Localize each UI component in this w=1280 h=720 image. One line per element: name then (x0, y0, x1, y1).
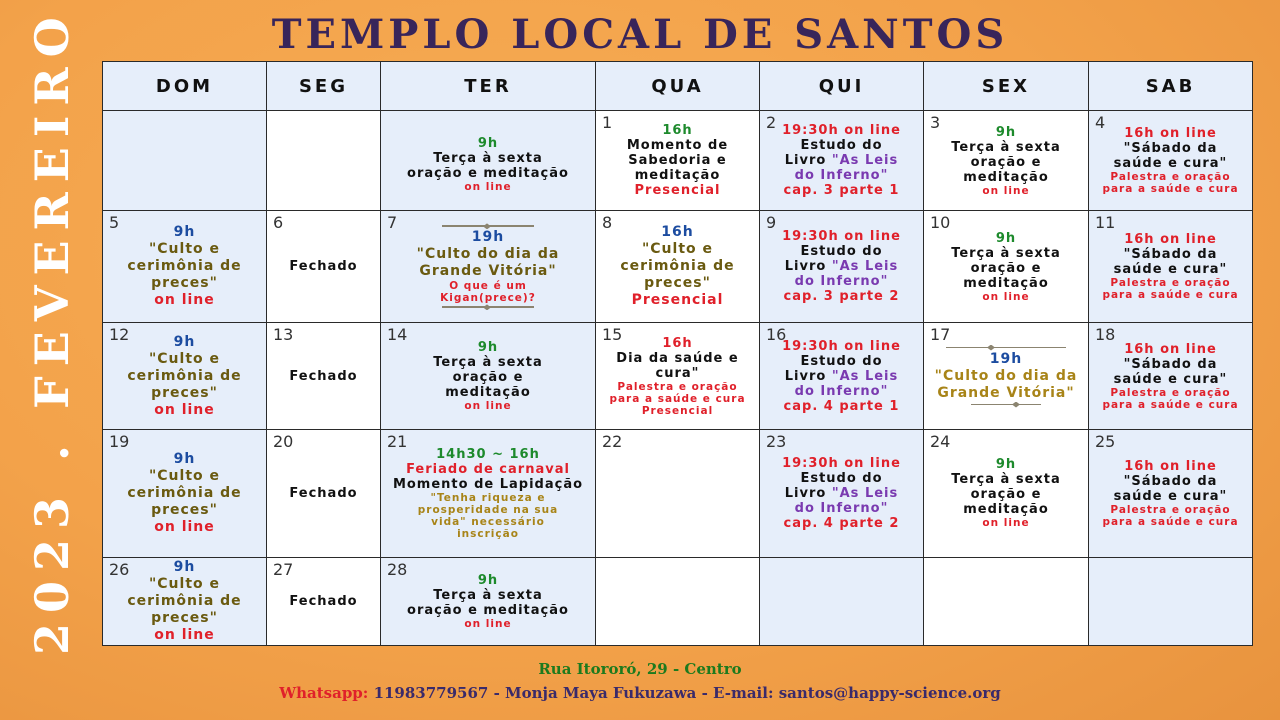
book-title: "As Leis (831, 485, 899, 501)
day-cell-23[interactable] (760, 429, 924, 557)
event-title: meditação (963, 502, 1049, 518)
day-number: 2 (766, 113, 777, 133)
day-number: 11 (1095, 213, 1116, 233)
event-time: 19:30h on line (782, 123, 901, 139)
event-title: saúde e cura" (1113, 488, 1228, 504)
day-cell-19[interactable] (103, 429, 267, 557)
book-title: "As Leis (831, 368, 899, 384)
event-time: 9h (477, 340, 499, 355)
event-subtitle: para a saúde e cura (1102, 398, 1239, 411)
event-time: 9h (173, 558, 196, 575)
event-mode: on line (982, 517, 1030, 530)
event-title: Terça à sexta (433, 587, 543, 603)
empty-day-cell (760, 557, 924, 645)
event (1089, 126, 1252, 195)
event (924, 345, 1088, 408)
event-time: 16h (662, 123, 693, 139)
event-time: 9h (995, 124, 1017, 140)
event-subtitle: Palestra e oração (1110, 171, 1231, 184)
day-cell-ter-week1[interactable] (381, 111, 596, 211)
event (924, 457, 1088, 529)
weekday-header-row (103, 62, 1253, 111)
event-title: oração e (970, 487, 1042, 503)
chapter: cap. 4 parte 2 (783, 515, 900, 531)
day-cell-9[interactable] (760, 211, 924, 323)
event (381, 223, 595, 310)
day-number: 9 (766, 213, 777, 233)
empty-day-cell (267, 111, 381, 211)
event-subtitle: Palestra e oração (1110, 277, 1231, 290)
event-title (764, 259, 919, 274)
day-cell-24[interactable] (924, 429, 1089, 557)
event-mode: on line (464, 181, 512, 194)
event-time: 19h (471, 229, 505, 246)
weekday-qui: QUI (760, 62, 924, 111)
day-cell-16[interactable] (760, 323, 924, 429)
event-time: 16h on line (1124, 126, 1217, 142)
empty-day-cell (1089, 557, 1253, 645)
event-subtitle: Palestra e oração (617, 380, 738, 393)
weekday-sex: SEX (924, 62, 1089, 111)
footer-address: Rua Itororó, 29 - Centro (538, 660, 742, 678)
day-cell-6[interactable] (267, 211, 381, 323)
day-number: 18 (1095, 325, 1116, 345)
event (1089, 459, 1252, 528)
event-subtitle: para a saúde e cura (609, 392, 746, 405)
day-cell-17[interactable] (924, 323, 1089, 429)
closed-label: Fechado (289, 485, 358, 501)
event (760, 229, 923, 304)
event-title: saúde e cura" (1113, 371, 1228, 387)
day-number: 21 (387, 431, 408, 451)
event-title: "Culto e (148, 575, 220, 592)
ornament-top (442, 223, 534, 229)
event-title: "Culto do dia da (416, 246, 560, 263)
event-subtitle: inscrição (457, 527, 519, 540)
empty-day-cell (596, 557, 760, 645)
event-time: 9h (477, 572, 499, 588)
event-title: meditação (963, 169, 1049, 185)
event-title: Estudo do (800, 353, 883, 369)
day-cell-18[interactable] (1089, 323, 1253, 429)
event-title: cura" (655, 365, 700, 381)
event-title (764, 369, 919, 384)
event-subtitle: Palestra e oração (1110, 386, 1231, 399)
day-number: 7 (387, 213, 398, 233)
event (596, 123, 759, 198)
day-number: 6 (273, 213, 284, 233)
day-cell-14[interactable] (381, 323, 596, 429)
page-title: TEMPLO LOCAL DE SANTOS (271, 11, 1009, 58)
day-number: 10 (930, 213, 951, 233)
week-row (103, 557, 1253, 645)
day-cell-10[interactable] (924, 211, 1089, 323)
event-time: 16h on line (1124, 341, 1217, 357)
event-time: 9h (173, 224, 196, 241)
month-year-title: 2023 . FEVEREIRO (25, 7, 79, 655)
empty-day-cell (924, 557, 1089, 645)
event-mode: Presencial (634, 183, 721, 199)
week-row (103, 211, 1253, 323)
day-number: 26 (109, 559, 130, 579)
event-title: Terça à sexta (433, 151, 543, 167)
day-number: 23 (766, 431, 787, 451)
event (381, 447, 595, 540)
event-time: 9h (173, 450, 196, 467)
event (596, 336, 759, 417)
event-title: Sabedoria e (628, 153, 727, 169)
event (760, 456, 923, 531)
event-title (764, 486, 919, 501)
day-number: 14 (387, 325, 408, 345)
day-cell-12[interactable] (103, 323, 267, 429)
event-time: 19:30h on line (782, 338, 901, 354)
book-title: do Inferno" (794, 383, 889, 399)
day-cell-7[interactable] (381, 211, 596, 323)
event (381, 573, 595, 630)
book-title: do Inferno" (794, 274, 889, 290)
day-number: 1 (602, 113, 613, 133)
event-mode: on line (982, 290, 1030, 303)
event-title: saúde e cura" (1113, 156, 1228, 172)
event-title: oração e (452, 370, 524, 385)
event-time: 19h (989, 350, 1023, 367)
week-row (103, 429, 1253, 557)
event (103, 224, 266, 309)
closed-label: Fechado (289, 593, 358, 609)
day-cell-8[interactable] (596, 211, 760, 323)
event-title: Terça à sexta (951, 245, 1061, 261)
event-subtitle: para a saúde e cura (1102, 289, 1239, 302)
day-cell-15[interactable] (596, 323, 760, 429)
weekday-ter: TER (381, 62, 596, 111)
ornament-top (946, 345, 1066, 351)
day-cell-5[interactable] (103, 211, 267, 323)
book-title: do Inferno" (794, 500, 889, 516)
event-title: Terça à sexta (951, 139, 1061, 155)
day-cell-11[interactable] (1089, 211, 1253, 323)
weekday-dom: DOM (103, 62, 267, 111)
event (103, 451, 266, 536)
event-mode: on line (464, 617, 512, 630)
weekday-seg: SEG (267, 62, 381, 111)
event-subtitle: Kigan(prece)? (440, 292, 536, 305)
event (1089, 342, 1252, 411)
event-time: 14h30 ~ 16h (436, 446, 540, 462)
week-row (103, 111, 1253, 211)
day-number: 13 (273, 325, 294, 345)
event-mode: Presencial (631, 292, 724, 309)
event (381, 128, 595, 193)
day-number: 24 (930, 431, 951, 451)
event-title: Dia da saúde e (616, 350, 739, 366)
event-title: cerimônia de (620, 258, 735, 275)
event-time: 9h (995, 230, 1017, 246)
event-title: Grande Vitória" (419, 263, 557, 280)
event-time: 9h (995, 457, 1017, 473)
chapter: cap. 3 parte 2 (783, 289, 900, 305)
day-cell-28[interactable] (381, 557, 596, 645)
event-title: "Sábado da (1123, 247, 1218, 263)
event-subtitle: vida" necessário (431, 515, 545, 528)
day-cell-2[interactable] (760, 111, 924, 211)
chapter: cap. 4 parte 1 (783, 398, 900, 414)
book-title: "As Leis (831, 259, 899, 275)
event-title: Terça à sexta (433, 355, 543, 370)
day-cell-1[interactable] (596, 111, 760, 211)
day-number: 8 (602, 213, 613, 233)
event-title: preces" (151, 275, 218, 292)
event-time: 16h on line (1124, 458, 1217, 474)
event (760, 123, 923, 198)
event-title: Terça à sexta (951, 472, 1061, 488)
contact-info[interactable]: 11983779567 - Monja Maya Fukuzawa - E-mail: santos@happy-science.org (373, 684, 1001, 702)
event-title: oração e meditação (407, 602, 569, 618)
event-title: cerimônia de (127, 592, 242, 609)
event-subtitle: para a saúde e cura (1102, 515, 1239, 528)
day-number: 27 (273, 559, 294, 579)
day-cell-25[interactable] (1089, 429, 1253, 557)
event-title: preces" (151, 609, 218, 626)
day-cell-26[interactable] (103, 557, 267, 645)
whatsapp-label: Whatsapp: (279, 684, 369, 702)
event-title-part: Livro (784, 259, 827, 275)
event-title: "Sábado da (1123, 356, 1218, 372)
event-title: Estudo do (800, 244, 883, 260)
day-number: 4 (1095, 113, 1106, 133)
event-title-part: Livro (784, 485, 827, 501)
event-title: cerimônia de (127, 367, 242, 384)
chapter: cap. 3 parte 1 (783, 183, 900, 199)
weekday-qua: QUA (596, 62, 760, 111)
event-time: 19:30h on line (782, 229, 901, 245)
day-number: 19 (109, 431, 130, 451)
day-cell-13[interactable] (267, 323, 381, 429)
day-cell-3[interactable] (924, 111, 1089, 211)
event-subtitle: "Tenha riqueza e (430, 491, 546, 504)
event-mode: on line (154, 518, 215, 535)
event-title: "Culto e (148, 467, 220, 484)
event-title: "Culto do dia da (934, 367, 1078, 384)
week-row (103, 323, 1253, 429)
day-number: 16 (766, 325, 787, 345)
event-title: Estudo do (800, 470, 883, 486)
event (103, 334, 266, 419)
event-title: "Sábado da (1123, 473, 1218, 489)
weekday-sab: SAB (1089, 62, 1253, 111)
event-title: oração e meditação (407, 166, 569, 182)
event-time: 16h (661, 224, 694, 241)
empty-day-cell (103, 111, 267, 211)
event-mode: on line (154, 626, 215, 643)
event-title: oração e (970, 154, 1042, 170)
event (1089, 232, 1252, 301)
event-time: 19:30h on line (782, 455, 901, 471)
closed-label: Fechado (289, 259, 358, 275)
event-title: preces" (151, 384, 218, 401)
event (381, 340, 595, 412)
event-title: preces" (644, 275, 711, 292)
event-subtitle: O que é um (449, 280, 527, 293)
closed-label: Fechado (289, 368, 358, 384)
day-cell-22[interactable] (596, 429, 760, 557)
event-title: Momento de Lapidação (392, 476, 584, 492)
event-mode: on line (464, 400, 512, 412)
event-mode: Presencial (641, 404, 714, 417)
event-title: "Culto e (641, 241, 713, 258)
event-title: preces" (151, 501, 218, 518)
event-title-part: Livro (784, 153, 827, 169)
event-title: "Culto e (148, 241, 220, 258)
day-number: 3 (930, 113, 941, 133)
event-title: saúde e cura" (1113, 262, 1228, 278)
day-number: 5 (109, 213, 120, 233)
day-number: 28 (387, 559, 408, 579)
book-title: do Inferno" (794, 168, 889, 184)
event-title-part: Livro (784, 368, 827, 384)
event (760, 339, 923, 414)
event-subtitle: prosperidade na sua (417, 503, 559, 516)
day-cell-27[interactable] (267, 557, 381, 645)
event-title: Grande Vitória" (937, 384, 1075, 401)
day-number: 22 (602, 431, 623, 451)
event-time: 16h on line (1124, 232, 1217, 248)
event-time: 16h (662, 335, 693, 351)
event-time: 9h (173, 333, 196, 350)
ornament-bottom (971, 402, 1041, 408)
event-mode: on line (982, 184, 1030, 197)
event (596, 224, 759, 309)
event-subtitle: para a saúde e cura (1102, 183, 1239, 196)
book-title: "As Leis (831, 153, 899, 169)
event-title: meditação (445, 385, 531, 400)
event-title: cerimônia de (127, 484, 242, 501)
event-title: "Culto e (148, 350, 220, 367)
event (924, 125, 1088, 197)
day-cell-21[interactable] (381, 429, 596, 557)
calendar-grid (102, 61, 1253, 646)
event-mode: on line (154, 401, 215, 418)
event-subtitle: Palestra e oração (1110, 503, 1231, 516)
day-number: 17 (930, 325, 951, 345)
footer-contact (0, 684, 1280, 702)
event-title: oração e (970, 260, 1042, 276)
event-title: "Sábado da (1123, 141, 1218, 157)
day-number: 15 (602, 325, 623, 345)
event-title: meditação (634, 168, 721, 184)
day-cell-4[interactable] (1089, 111, 1253, 211)
event-title: Momento de (626, 138, 729, 154)
holiday-label: Feriado de carnaval (406, 461, 570, 477)
event (924, 231, 1088, 303)
day-number: 20 (273, 431, 294, 451)
event-time: 9h (477, 136, 499, 152)
day-number: 25 (1095, 431, 1116, 451)
event-title: meditação (963, 275, 1049, 291)
event-title: cerimônia de (127, 258, 242, 275)
day-number: 12 (109, 325, 130, 345)
ornament-bottom (442, 304, 534, 310)
event-title: Estudo do (800, 138, 883, 154)
day-cell-20[interactable] (267, 429, 381, 557)
event-title (764, 153, 919, 168)
event-mode: on line (154, 292, 215, 309)
